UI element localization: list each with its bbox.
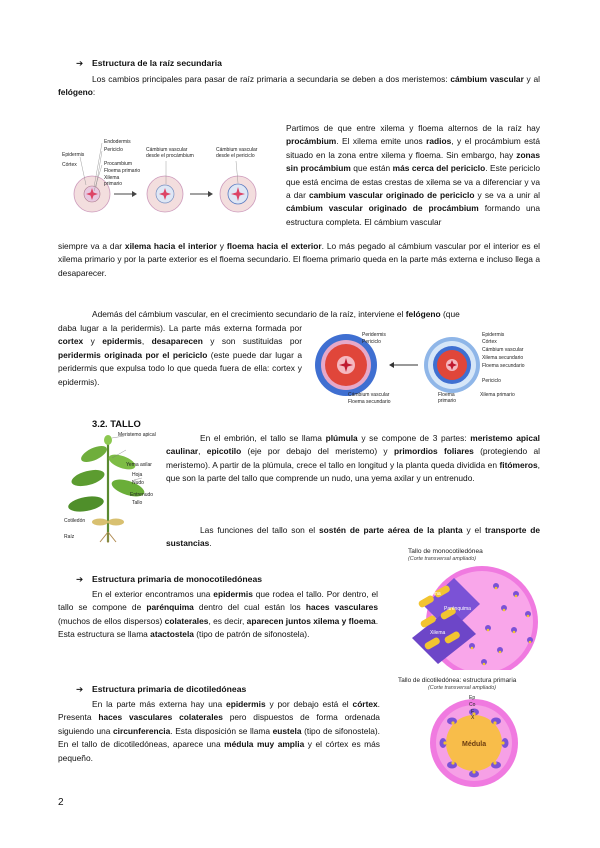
label-nudo: Nudo xyxy=(132,480,144,486)
text-run: sostén de parte aérea de la planta xyxy=(319,525,463,535)
text-run: Además del cámbium vascular, en el crecimiento secundario de la raíz, interviene el xyxy=(92,309,406,319)
text-run: . Presenta xyxy=(58,699,380,723)
text-run: cambium vascular originado de periciclo xyxy=(308,190,475,201)
text-run: y al xyxy=(523,74,540,84)
text-run: cámbium vascular xyxy=(450,74,524,84)
text-run: . Este periciclo que está encima de estas crestas de xilema se va a diferenciar y va a dar xyxy=(286,163,540,201)
text-run: médula muy amplia xyxy=(224,739,305,750)
text-run: y se va a unir al xyxy=(474,190,541,201)
text-run: y xyxy=(83,336,103,347)
text-run: epidermis xyxy=(226,699,266,709)
text-run: . Esta estructura se llama xyxy=(58,615,379,640)
label-xilema-primario: Xilema primario xyxy=(104,175,123,187)
paragraph-intro xyxy=(58,73,540,100)
text-run: y el xyxy=(462,525,485,535)
label-entrenudo: Entrenudo xyxy=(130,492,154,498)
label-raiz: Raíz xyxy=(64,534,75,540)
paragraph-felogeno-rest xyxy=(58,322,302,389)
text-run: atactostela xyxy=(150,629,194,640)
text-run: córtex xyxy=(352,699,378,709)
mono-label-epidermis: Epidermis xyxy=(418,566,441,572)
paragraph-dico xyxy=(58,698,380,765)
label-cortex-right: Córtex xyxy=(482,339,497,345)
label-periciclo-left: Periciclo xyxy=(362,339,381,345)
label-epidermis-right: Epidermis xyxy=(482,332,505,338)
text-run: Las funciones del tallo son el xyxy=(200,525,320,535)
label-periciclo: Periciclo xyxy=(104,147,123,153)
text-run: dentro del cual están los xyxy=(193,602,306,613)
mono-label-xilema: Xilema xyxy=(430,630,446,636)
page-number: 2 xyxy=(58,797,64,808)
dico-fig-title: Tallo de dicotiledónea: estructura primaria xyxy=(398,677,517,684)
text-run: más cerca del periciclo xyxy=(392,163,486,174)
text-run: y se compone de 3 partes: xyxy=(357,433,471,443)
paragraph-tallo-funciones xyxy=(166,524,540,551)
text-run: desaparecen xyxy=(151,336,203,347)
text-run: daba lugar a la peridermis). La parte más externa formada por xyxy=(58,323,302,333)
text-run: zonas sin procámbium xyxy=(286,149,540,174)
text-run: y son sustituidas por xyxy=(202,336,303,347)
text-run: eustela xyxy=(272,725,302,736)
label-meristemo-apical: Meristemo apical xyxy=(118,432,156,438)
text-run: siempre va a dar xyxy=(58,241,125,251)
text-run: (tipo de patrón de sifonostela). xyxy=(193,629,310,640)
label-floema-primario: Floema primario xyxy=(104,168,141,174)
arrow-icon: ➔ xyxy=(76,574,84,584)
label-peridermis: Peridermis xyxy=(362,332,386,338)
dico-label-medula: Médula xyxy=(462,741,487,748)
arrow-icon: ➔ xyxy=(76,58,84,68)
text-run: parénquima xyxy=(146,602,194,613)
label-hoja: Hoja xyxy=(132,472,143,478)
text-run: epidermis xyxy=(102,336,142,347)
text-run: (tipo de sifonostela). En el tallo de dicotiledóneas, aparece una xyxy=(58,725,381,750)
text-run: que están xyxy=(350,163,393,174)
text-run: transporte de sustancias xyxy=(166,525,540,549)
text-run: : xyxy=(92,87,96,98)
figure-plant xyxy=(60,432,166,544)
text-run: felógeno xyxy=(58,87,93,98)
label-cambium-procambium: Cámbium vascular desde el procámbium xyxy=(146,147,194,159)
paragraph-procambium xyxy=(92,122,540,229)
label-endodermis: Endodermis xyxy=(104,139,131,145)
dico-fig-subtitle: (Corte transversal ampliado) xyxy=(428,685,497,691)
text-run: , xyxy=(198,446,207,457)
text-run: radios xyxy=(426,136,452,147)
figure-mono-stem xyxy=(384,548,550,670)
text-run: En el embrión, el tallo se llama xyxy=(200,433,326,443)
mono-fig-title: Tallo de monocotiledónea xyxy=(408,548,483,555)
label-floema-sec-right: Floema secundario xyxy=(482,363,525,369)
mono-label-parenquima: Parénquima xyxy=(444,606,471,612)
label-floema-sec-left: Floema secundario xyxy=(348,399,391,405)
label-cambium-periciclo: Cámbium vascular desde el periciclo xyxy=(216,147,258,159)
text-run: plúmula xyxy=(325,433,358,443)
text-run: (muchos de ellos dispersos) xyxy=(58,615,165,626)
text-run: , y el procámbium está situado en la zona entre xilema y floema. Sin embargo, hay xyxy=(286,136,541,160)
text-run: (protegiendo al meristemo). A partir de la plúmula, crece el tallo en longitud y la planta queda dividida en xyxy=(166,446,541,470)
paragraph-felogeno-first xyxy=(58,308,540,321)
text-run: primordios foliares xyxy=(393,446,474,457)
dico-label-x: X xyxy=(471,715,475,721)
text-run: , xyxy=(141,336,152,347)
text-run: meristemo apical caulinar xyxy=(166,433,540,457)
text-run: haces vasculares xyxy=(305,602,378,613)
text-run: pero dispuestos de forma ordenada siguiendo una xyxy=(58,712,380,736)
label-cambium-left: Cámbium vascular xyxy=(348,392,390,398)
text-run: circunferencia xyxy=(113,725,171,736)
label-epidermis: Epidermis xyxy=(62,152,85,158)
label-tallo: Tallo xyxy=(132,500,143,506)
section-heading-raiz-secundaria: ➔ Estructura de la raíz secundaria xyxy=(76,57,222,70)
label-cotiledon: Cotiledón xyxy=(64,518,86,524)
dico-label-ep: Ep xyxy=(469,695,476,701)
section-heading-mono: ➔ Estructura primaria de monocotiledóneas xyxy=(76,573,262,586)
text-run: cortex xyxy=(58,336,84,347)
text-run: (eje por debajo del meristemo) y xyxy=(241,446,394,457)
label-xilema-sec-right: Xilema secundario xyxy=(482,355,524,361)
text-run: formando una estructura completa. El cámbium vascular xyxy=(286,203,541,227)
text-run: procámbium xyxy=(286,136,337,147)
label-cambium-right: Cámbium vascular xyxy=(482,347,524,353)
text-run: , que son la parte del tallo que comprende un nudo, una yema axilar y un entrenudo. xyxy=(166,459,540,484)
text-run: y por debajo está el xyxy=(265,699,353,709)
text-run: y el córtex es más pequeño. xyxy=(58,739,380,763)
text-run: cámbium vascular originado de procámbium xyxy=(286,203,479,214)
text-run: epidermis xyxy=(213,589,253,599)
label-xilema-primario-right: Xilema primario xyxy=(480,392,515,398)
text-run: que rodea el tallo. Por dentro, el tallo se compone de xyxy=(58,589,378,613)
figure-dico-stem xyxy=(392,677,552,789)
paragraph-tallo-embrion xyxy=(166,432,540,486)
figure-peridermis xyxy=(310,330,544,408)
text-run: xilema hacia el interior xyxy=(124,241,217,251)
text-run: y xyxy=(216,241,227,251)
text-run: . Lo más pegado al cámbium vascular por el interior es el xilema primario y por la parte exterior es el floema secundario. El floema primario queda en la parte más externa e incluso llega a desaparecer. xyxy=(58,241,540,278)
dico-label-f: F xyxy=(471,709,475,715)
text-run: . xyxy=(209,538,212,549)
text-run: haces vasculares colaterales xyxy=(98,712,223,723)
paragraph-cambium-direction xyxy=(58,240,540,280)
section-heading-tallo: 3.2. TALLO xyxy=(92,418,141,429)
label-floema-primario-right: Floema primario xyxy=(438,392,457,404)
label-periciclo-right: Periciclo xyxy=(482,378,501,384)
text-run: (este puede dar lugar a peridermis que expulsa todo lo que queda fuera de ella: cortex y epidermis). xyxy=(58,349,302,387)
label-procambium: Procambium xyxy=(104,161,133,167)
text-run: Partimos de que entre xilema y floema alternos de la raíz hay xyxy=(286,123,540,133)
mono-fig-subtitle: (Corte transversal ampliado) xyxy=(408,556,477,562)
text-run: fitómeros xyxy=(499,459,538,470)
text-run: . El xilema emite unos xyxy=(336,136,427,147)
dico-label-co: Co xyxy=(469,702,476,708)
text-run: felógeno xyxy=(405,309,441,319)
text-run: . Esta disposición se llama xyxy=(170,725,273,736)
text-run: epicotilo xyxy=(206,446,242,457)
arrow-icon: ➔ xyxy=(76,684,84,694)
text-run: floema hacia el exterior xyxy=(226,241,322,251)
text-run: peridermis originada por el periciclo xyxy=(58,349,208,360)
text-run: En la parte más externa hay una xyxy=(92,699,227,709)
label-cortex: Córtex xyxy=(62,162,77,168)
text-run: colaterales xyxy=(164,615,209,626)
text-run: Los cambios principales para pasar de raíz primaria a secundaria se deben a dos meristemos: xyxy=(92,74,451,84)
label-yema-axilar: Yema axilar xyxy=(126,462,152,468)
text-run: aparecen juntos xilema y floema xyxy=(246,615,376,626)
text-run: , es decir, xyxy=(208,615,247,626)
text-run: (que xyxy=(440,309,460,319)
mono-label-floema: Floema xyxy=(424,591,441,597)
section-heading-dico: ➔ Estructura primaria de dicotiledóneas xyxy=(76,683,246,696)
paragraph-procambium-wrap xyxy=(286,122,540,229)
text-run: En el exterior encontramos una xyxy=(92,589,214,599)
paragraph-mono xyxy=(58,588,378,642)
